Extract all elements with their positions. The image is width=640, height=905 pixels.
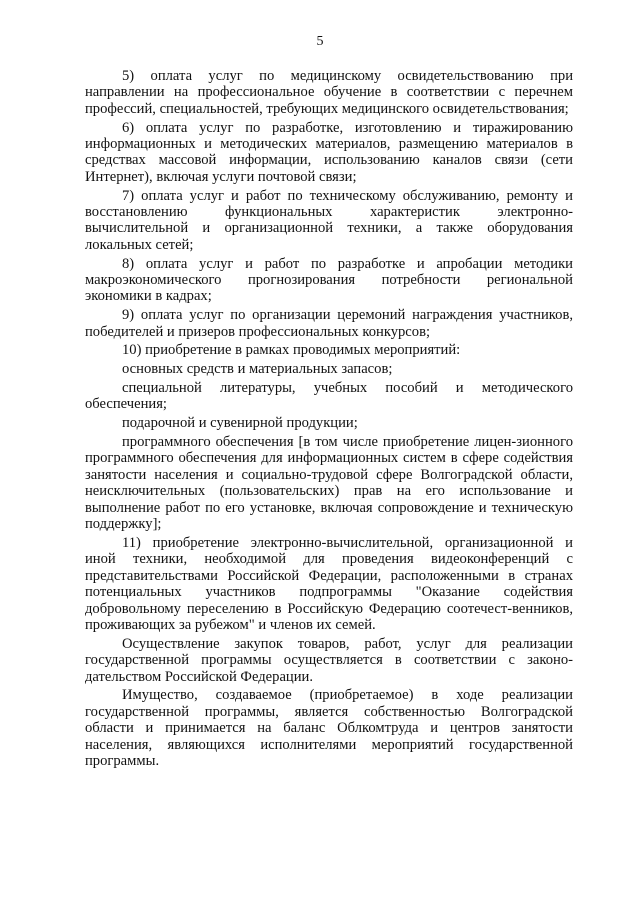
paragraph-item-8: 8) оплата услуг и работ по разработке и апробации методики макроэкономического прогнозирования потребности региональной экономики в кадрах; xyxy=(85,255,573,305)
paragraph-item-6: 6) оплата услуг по разработке, изготовлению и тиражированию информационных и методических материалов, размещению материалов в средствах массовой информации, использованию каналов связи (сети Интернет), включая услуги почтовой связи; xyxy=(85,119,573,185)
paragraph-item-5: 5) оплата услуг по медицинскому освидетельствованию при направлении на профессиональное обучение в соответствии с перечнем профессий, специальностей, требующих медицинского освидетельствования; xyxy=(85,68,573,117)
paragraph-item-7: 7) оплата услуг и работ по техническому обслуживанию, ремонту и восстановлению функциональных характеристик электронно-вычислительной и организационной техники, а также оборудования локальных сетей; xyxy=(85,187,573,253)
paragraph-item-10: 10) приобретение в рамках проводимых мероприятий: xyxy=(122,342,461,359)
paragraph-subitem-souvenirs: подарочной и сувенирной продукции; xyxy=(122,415,358,432)
paragraph-property: Имущество, создаваемое (приобретаемое) в ходе реализации государственной программы, является собственностью Волгоградской области и принимается на баланс Облкомтруда и центров занятости населения, являющихся исполнителями мероприятий государственной программы. xyxy=(85,687,573,769)
document-body xyxy=(85,68,573,772)
paragraph-procurement: Осуществление закупок товаров, работ, услуг для реализации государственной программы осуществляется в соответствии с законо-дательством Российской Федерации. xyxy=(85,635,573,685)
paragraph-subitem-assets: основных средств и материальных запасов; xyxy=(122,361,393,378)
paragraph-item-11: 11) приобретение электронно-вычислительной, организационной и иной техники, необходимой для проведения видеоконференций с представительствами Российской Федерации, расположенными в странах потенциальных участников подпрограммы "Оказание содействия добровольному переселению в Российскую Федерацию соотечест-венников, проживающих за рубежом" и членов их семей. xyxy=(85,534,573,633)
paragraph-subitem-literature: специальной литературы, учебных пособий и методического обеспечения; xyxy=(85,380,573,413)
paragraph-item-9: 9) оплата услуг по организации церемоний награждения участников, победителей и призеров профессиональных конкурсов; xyxy=(85,307,573,340)
page-number: 5 xyxy=(316,34,324,49)
paragraph-subitem-software: программного обеспечения [в том числе приобретение лицен-зионного программного обеспечения для информационных систем в сфере содействия занятости населения и социально-трудовой сфере Волгоградской области, неисключительных (пользовательских) прав на его использование и выполнение работ по его установке, включая сопровождение и техническую поддержку]; xyxy=(85,434,573,533)
